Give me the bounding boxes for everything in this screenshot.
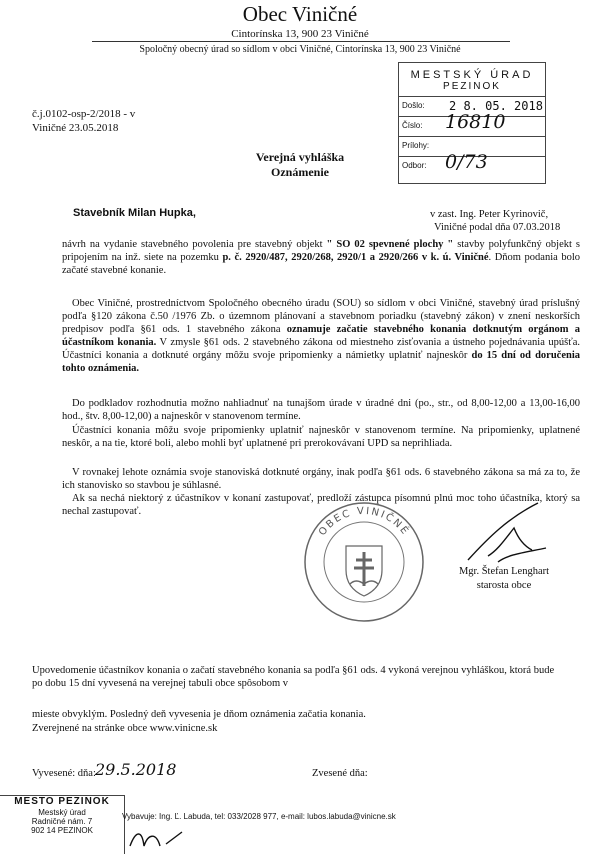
seal-text: OBEC VINIČNÉ — [317, 505, 412, 538]
office-subtitle: Spoločný obecný úrad so sídlom v obci Viničné, Cintorínska 13, 900 23 Viničné — [139, 44, 461, 55]
text-run: V rovnakej lehote oznámia svoje stanoviská dotknuté orgány, inak podľa §61 ods. 6 stavebného zákona sa má za to, že ich stanovisko so stavbou je súhlasné. — [62, 467, 580, 491]
city-stamp-title: MESTO PEZINOK — [14, 796, 110, 807]
posted-date: 29.5.2018 — [95, 760, 177, 779]
text-run: návrh na vydanie stavebného povolenia pre stavebný objekt — [62, 239, 327, 250]
removed-label: Zvesené dňa: — [312, 768, 368, 779]
notice-highlight: oznamuje začatie stavebného konania dotknutým orgánom a účastníkom konania. — [62, 324, 580, 348]
text-run: . Dňom podania bolo začaté stavebné konanie. — [62, 252, 580, 276]
city-stamp-line: Radničné nám. 7 — [31, 817, 93, 826]
municipality-address: Cintorínska 13, 900 23 Viničné — [231, 28, 369, 40]
signatory-block — [438, 565, 570, 593]
notice-website: Zverejnené na stránke obce www.vinicne.sk — [32, 723, 218, 734]
builder-name: Milan Hupka, — [128, 207, 196, 219]
reference-number: č.j.0102-osp-2/2018 - v — [32, 108, 136, 120]
receipt-stamp-row — [399, 111, 545, 137]
municipality-title: Obec Viničné — [242, 2, 358, 26]
contact-line: Vybavuje: Ing. Ľ. Labuda, tel: 033/2028 977, e-mail: lubos.labuda@vinicne.sk — [122, 812, 396, 821]
notice-paragraph-2: mieste obvyklým. Posledný deň vyvesenia je dňom oznámenia začatia konania. — [32, 709, 366, 720]
receipt-stamp-label: Došlo: — [402, 101, 425, 110]
receipt-date: 2 8. 05. 2018 — [449, 99, 543, 113]
notice-paragraph: Upovedomenie účastníkov konania o začatí stavebného konania sa podľa §61 ods. 4 vykoná verejnou vyhláškou, ktorá bude po dobu 15 dní vyvesená na verejnej tabuli obce spôsobom v — [32, 665, 555, 689]
receipt-stamp-label: Prílohy: — [402, 141, 430, 150]
reference-block — [32, 107, 135, 135]
receipt-stamp-subtitle: PEZINOK — [399, 81, 545, 97]
receipt-department: 0/73 — [445, 151, 488, 173]
city-stamp — [0, 795, 125, 854]
document-title — [0, 150, 600, 180]
object-name: " SO 02 spevnené plochy " — [326, 239, 454, 250]
builder-submitted: Viničné podal dňa 07.03.2018 — [434, 222, 561, 233]
builder-label: Stavebník — [73, 207, 125, 219]
receipt-stamp-title: MESTSKÝ ÚRAD — [410, 69, 534, 81]
municipal-seal — [302, 500, 426, 624]
text-run: Ak sa nechá niektorý z účastníkov v konaní zastupovať, predloží zástupca písomnú plnú moc toho účastníka, ktorý sa nechal zastupovať. — [62, 493, 580, 517]
document-title-line2: Oznámenie — [271, 165, 329, 179]
receipt-stamp-label: Číslo: — [402, 121, 423, 130]
builder-line — [73, 207, 196, 219]
signatory-name: Mgr. Štefan Lenghart — [458, 566, 550, 577]
deadline-highlight: do 15 dní od doručenia tohto oznámenia. — [62, 350, 580, 374]
receipt-number: 16810 — [445, 111, 506, 133]
text-run: stavby polyfunkčný objekt s pripojením na inž. siete na pozemku — [62, 239, 580, 263]
signatory-role: starosta obce — [476, 580, 532, 591]
paragraph-inspection — [62, 397, 580, 423]
text-run: Obec Viničné, prostredníctvom Spoločného obecného úradu (SOU) so sídlom v obci Viničné, stavebný úrad príslušný podľa §120 zákona č.50 /1976 Zb. o územnom plánovaní a stavebnom poriadku (stavebný zákon) v znení neskorších predpisov podľa §61 ods. 1 stavebného zákona — [62, 298, 580, 335]
posted-label: Vyvesené: dňa: — [32, 768, 96, 779]
paragraph-comments — [62, 424, 580, 450]
reference-place-date: Viničné 23.05.2018 — [32, 122, 119, 134]
text-run: V zmysle §61 ods. 2 stavebného zákona od miestneho zisťovania a ústneho pojednávania upúšťa. Účastníci konania a dotknuté orgány môžu svoje pripomienky a námietky uplatniť najneskôr — [62, 337, 580, 361]
document-title-line1: Verejná vyhláška — [255, 150, 345, 164]
paragraph-application — [62, 238, 580, 277]
city-stamp-line: Mestský úrad — [38, 808, 86, 817]
paragraph-notice — [62, 297, 580, 375]
builder-representative: v zast. Ing. Peter Kyrinovič, — [430, 209, 549, 220]
text-run: Do podkladov rozhodnutia možno nahliadnuť na tunajšom úrade v úradné dni (po., str., od 8,00-12,00 a 13,00-16,00 hod., štv. 8,00-12,00) a najneskôr v stanovenom termíne. — [62, 398, 580, 422]
city-stamp-line: 902 14 PEZINOK — [31, 826, 93, 835]
header-divider — [92, 41, 510, 42]
parcel-numbers: p. č. 2920/487, 2920/268, 2920/1 a 2920/266 v k. ú. Viničné — [222, 252, 489, 263]
stamp-signature-scribble — [126, 826, 186, 850]
paragraph-authorities — [62, 466, 580, 492]
receipt-stamp-label: Odbor: — [402, 161, 427, 170]
text-run: Účastníci konania môžu svoje pripomienky uplatniť najneskôr v stanovenom termíne. Na pripomienky, uplatnené neskôr, a na tie, ktoré boli, alebo mohli byť uplatnené pri prerokovávaní UPD sa neprihliada. — [62, 425, 580, 449]
signature-scribble — [428, 498, 568, 568]
